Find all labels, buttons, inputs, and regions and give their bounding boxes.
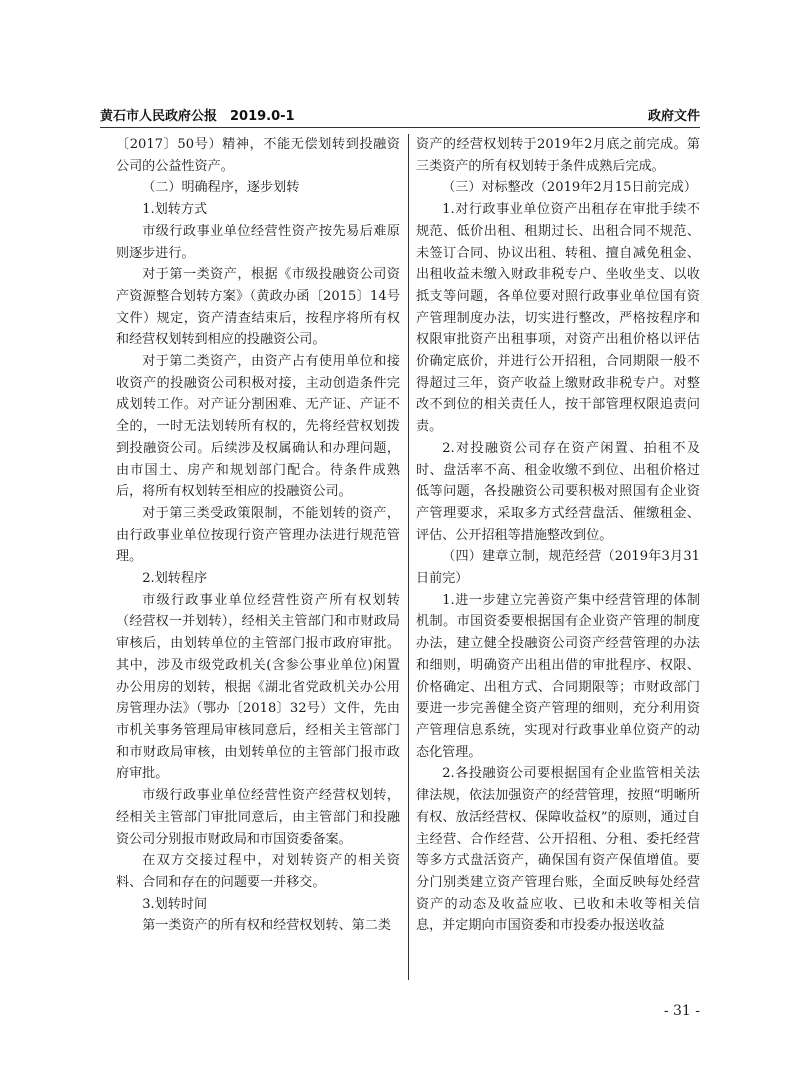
paragraph: 1.对行政事业单位资产出租存在审批手续不规范、低价出租、租期过长、出租合同不规范、未签订合同、协议出租、转租、擅自减免租金、出租收益未缴入财政非税专户、坐收坐支、以收抵支等问题，各单位要对照行政事业单位国有资产管理制度办法，切实进行整改，严格按程序和权限审批资产出租事项，对资产出租价格以评估价确定底价，并进行公开招租，合同期限一般不得超过三年，资产收益上缴财政非税专户。对整改不到位的相关责任人，按干部管理权限追责问责。 [416, 202, 700, 435]
paragraph: 〔2017〕50号）精神，不能无偿划转到投融资公司的公益性资产。 [116, 137, 400, 174]
paragraph: 资产的经营权划转于2019年2月底之前完成。第三类资产的所有权划转于条件成熟后完成。 [416, 137, 700, 174]
header-rule [100, 127, 700, 128]
paragraph: 1.进一步建立完善资产集中经营管理的体制机制。市国资委要根据国有企业资产管理的制度办法，建立健全投融资公司资产经营管理的办法和细则，明确资产出租出借的审批程序、权限、价格确定、出租方式、合同期限等；市财政部门要进一步完善健全资产管理的细则，充分利用资产管理信息系统，实现对行政事业单位资产的动态化管理。 [416, 592, 700, 760]
page-header [100, 105, 700, 125]
paragraph: 市级行政事业单位经营性资产按先易后难原则逐步进行。 [116, 223, 400, 261]
paragraph: 在双方交接过程中，对划转资产的相关资料、合同和存在的问题要一并移交。 [116, 853, 400, 890]
paragraph: 2.各投融资公司要根据国有企业监管相关法律法规，依法加强资产的经营管理，按照“明晰所有权、放活经营权、保障收益权”的原则，通过自主经营、合作经营、公开招租、分租、委托经营等多方式盘活资产，确保国有资产保值增值。要分门别类建立资产管理台账，全面反映每处经营资产的动态及收益应收、已收和未收等相关信息，并定期向市国资委和市投委办报送收益 [416, 766, 700, 934]
paragraph: 市级行政事业单位经营性资产所有权划转（经营权一并划转），经相关主管部门和市财政局审核后，由划转单位的主管部门报市政府审批。其中，涉及市级党政机关(含参公事业单位)闲置办公用房的划转，根据《湖北省党政机关办公用房管理办法》（鄂办〔2018〕32号）文件，先由市机关事务管理局审核同意后，经相关主管部门和市财政局审核，由划转单位的主管部门报市政府审批。 [116, 592, 400, 782]
journal-title: 黄石市人民政府公报 2019.0-1 [100, 109, 295, 124]
subheading: 3.划转时间 [142, 896, 208, 912]
paragraph: 市级行政事业单位经营性资产经营权划转，经相关主管部门审批同意后，由主管部门和投融资公司分别报市财政局和市国资委备案。 [116, 788, 400, 847]
subheading: 1.划转方式 [142, 202, 208, 218]
right-column [416, 134, 700, 937]
paragraph: 对于第三类受政策限制，不能划转的资产，由行政事业单位按现行资产管理办法进行规范管理。 [116, 505, 400, 565]
paragraph: 第一类资产的所有权和经营权划转、第二类 [142, 918, 391, 934]
paragraph: 对于第二类资产，由资产占有使用单位和接收资产的投融资公司积极对接，主动创造条件完成划转工作。对产证分割困难、无产证、产证不全的，一时无法划转所有权的，先将经营权划拨到投融资公司。后续涉及权属确认和办理问题，由市国土、房产和规划部门配合。待条件成熟后，将所有权划转至相应的投融资公司。 [116, 354, 400, 500]
paragraph: 对于第一类资产，根据《市级投融资公司资产资源整合划转方案》（黄政办函〔2015〕14号文件）规定，资产清查结束后，按程序将所有权和经营权划转到相应的投融资公司。 [116, 267, 400, 348]
left-column [116, 134, 400, 937]
subheading: 2.划转程序 [142, 571, 208, 587]
section-title: 政府文件 [647, 109, 700, 124]
paragraph: 2.对投融资公司存在资产闲置、拍租不及时、盘活率不高、租金收缴不到位、出租价格过低等问题，各投融资公司要积极对照国有企业资产管理要求，采取多方式经营盘活、催缴租金、评估、公开招租等措施整改到位。 [416, 440, 700, 543]
column-divider [408, 134, 409, 980]
page-number: - 31 - [663, 1003, 700, 1019]
section-heading: （三）对标整改（2019年2月15日前完成） [442, 180, 697, 196]
section-heading: （四）建章立制，规范经营（2019年3月31日前完） [416, 549, 700, 587]
section-heading: （二）明确程序，逐步划转 [142, 180, 300, 196]
